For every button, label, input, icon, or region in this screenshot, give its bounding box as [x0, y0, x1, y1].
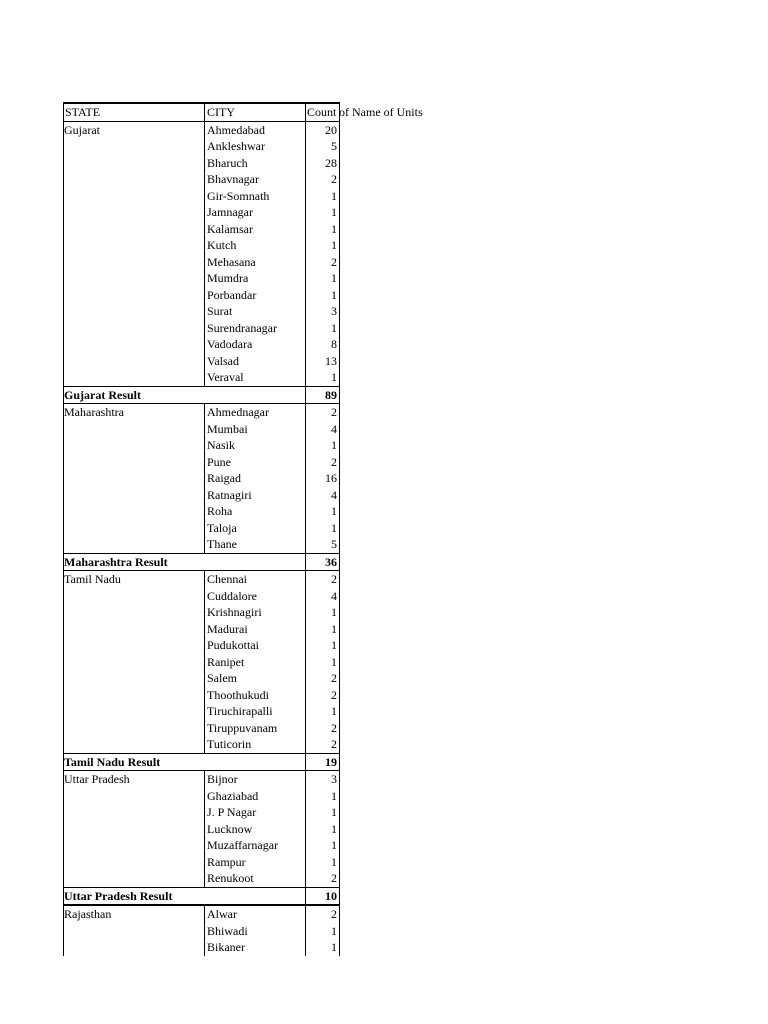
count-cell: 2 [305, 171, 340, 188]
table-body [63, 122, 340, 956]
city-cell: Salem [204, 670, 305, 687]
count-cell: 1 [305, 437, 340, 454]
city-cell: Kutch [204, 237, 305, 254]
state-cell [63, 454, 204, 471]
result-row [63, 887, 340, 907]
table-row [63, 303, 340, 320]
state-cell [63, 204, 204, 221]
pivot-table [63, 102, 423, 956]
city-cell: Surat [204, 303, 305, 320]
count-cell: 5 [305, 138, 340, 155]
table-row [63, 670, 340, 687]
city-cell: Surendranagar [204, 320, 305, 337]
table-row [63, 204, 340, 221]
table-row [63, 454, 340, 471]
city-cell: Rampur [204, 854, 305, 871]
table-row [63, 254, 340, 271]
count-cell: 1 [305, 821, 340, 838]
table-row [63, 369, 340, 386]
city-cell: J. P Nagar [204, 804, 305, 821]
count-cell: 2 [305, 571, 340, 588]
count-cell: 1 [305, 503, 340, 520]
state-cell [63, 270, 204, 287]
table-row [63, 520, 340, 537]
result-spacer [204, 754, 305, 771]
count-cell: 4 [305, 588, 340, 605]
table-row [63, 720, 340, 737]
city-cell: Krishnagiri [204, 604, 305, 621]
city-cell: Bhiwadi [204, 923, 305, 940]
table-row [63, 939, 340, 956]
city-cell: Pune [204, 454, 305, 471]
table-row [63, 421, 340, 438]
state-cell [63, 821, 204, 838]
state-cell [63, 503, 204, 520]
city-cell: Mumdra [204, 270, 305, 287]
count-cell: 1 [305, 654, 340, 671]
table-row [63, 837, 340, 854]
table-row [63, 237, 340, 254]
count-cell: 2 [305, 687, 340, 704]
count-cell: 3 [305, 303, 340, 320]
table-row [63, 854, 340, 871]
count-cell: 1 [305, 854, 340, 871]
result-label: Gujarat Result [64, 387, 141, 402]
state-cell [63, 336, 204, 353]
count-cell: 13 [305, 353, 340, 370]
city-cell: Taloja [204, 520, 305, 537]
table-row [63, 687, 340, 704]
city-cell: Madurai [204, 621, 305, 638]
city-cell: Mehasana [204, 254, 305, 271]
city-cell: Raigad [204, 470, 305, 487]
table-row [63, 320, 340, 337]
count-cell: 1 [305, 204, 340, 221]
city-cell: Bhavnagar [204, 171, 305, 188]
count-cell: 1 [305, 287, 340, 304]
table-row [63, 604, 340, 621]
count-cell: 2 [305, 254, 340, 271]
city-cell: Mumbai [204, 421, 305, 438]
count-cell: 1 [305, 923, 340, 940]
result-row [63, 553, 340, 572]
result-spacer [204, 387, 305, 404]
state-cell [63, 320, 204, 337]
city-cell: Tiruppuvanam [204, 720, 305, 737]
city-cell: Vadodara [204, 336, 305, 353]
result-value: 89 [305, 387, 340, 404]
city-cell: Nasik [204, 437, 305, 454]
header-city: CITY [204, 104, 305, 121]
header-count: Count [305, 104, 340, 121]
table-row [63, 736, 340, 753]
table-row [63, 923, 340, 940]
table-row [63, 138, 340, 155]
count-cell: 5 [305, 536, 340, 553]
table-row [63, 270, 340, 287]
table-row [63, 536, 340, 553]
state-cell [63, 188, 204, 205]
city-cell: Cuddalore [204, 588, 305, 605]
count-cell: 2 [305, 670, 340, 687]
state-cell [63, 687, 204, 704]
count-cell: 1 [305, 520, 340, 537]
table-row [63, 870, 340, 887]
table-row [63, 654, 340, 671]
table-row [63, 788, 340, 805]
city-cell: Bikaner [204, 939, 305, 956]
city-cell: Veraval [204, 369, 305, 386]
city-cell: Thane [204, 536, 305, 553]
count-cell: 2 [305, 736, 340, 753]
state-cell [63, 221, 204, 238]
table-row [63, 188, 340, 205]
result-label: Tamil Nadu Result [64, 754, 161, 769]
count-cell: 4 [305, 421, 340, 438]
count-cell: 28 [305, 155, 340, 172]
state-cell [63, 437, 204, 454]
count-cell: 1 [305, 621, 340, 638]
table-row [63, 221, 340, 238]
count-cell: 4 [305, 487, 340, 504]
state-cell [63, 637, 204, 654]
city-cell: Muzaffarnagar [204, 837, 305, 854]
table-row [63, 703, 340, 720]
count-cell: 2 [305, 906, 340, 923]
count-cell: 1 [305, 604, 340, 621]
state-cell [63, 870, 204, 887]
result-value: 19 [305, 754, 340, 771]
left-border [63, 102, 64, 956]
header-count-overflow: of Name of Units [339, 105, 423, 119]
state-cell [63, 804, 204, 821]
state-cell: Rajasthan [64, 907, 112, 921]
city-cell: Ratnagiri [204, 487, 305, 504]
city-cell: Jamnagar [204, 204, 305, 221]
state-cell [63, 604, 204, 621]
state-cell [63, 621, 204, 638]
count-cell: 2 [305, 454, 340, 471]
count-cell: 1 [305, 270, 340, 287]
count-cell: 8 [305, 336, 340, 353]
state-cell [63, 837, 204, 854]
count-cell: 2 [305, 870, 340, 887]
result-label: Uttar Pradesh Result [64, 888, 173, 903]
table-row [63, 621, 340, 638]
state-cell [63, 703, 204, 720]
table-row [63, 771, 340, 788]
count-cell: 3 [305, 771, 340, 788]
city-cell: Ahmedabad [204, 122, 305, 139]
state-cell [63, 421, 204, 438]
table-row [63, 171, 340, 188]
state-cell [63, 287, 204, 304]
city-cell: Tuticorin [204, 736, 305, 753]
count-cell: 1 [305, 221, 340, 238]
state-cell [63, 536, 204, 553]
state-cell: Uttar Pradesh [64, 772, 130, 786]
state-cell: Gujarat [64, 122, 100, 137]
state-cell: Maharashtra [64, 405, 124, 419]
table-row [63, 487, 340, 504]
header-state: STATE [63, 104, 204, 121]
count-cell: 1 [305, 703, 340, 720]
table-row [63, 503, 340, 520]
table-row [63, 571, 340, 588]
count-cell: 1 [305, 188, 340, 205]
header-row [63, 102, 423, 122]
city-cell: Gir-Somnath [204, 188, 305, 205]
table-row [63, 637, 340, 654]
table-row [63, 122, 340, 139]
city-cell: Tiruchirapalli [204, 703, 305, 720]
count-cell: 1 [305, 939, 340, 956]
state-cell [63, 788, 204, 805]
table-row [63, 906, 340, 923]
result-value: 36 [305, 554, 340, 571]
count-cell: 2 [305, 720, 340, 737]
city-cell: Roha [204, 503, 305, 520]
state-cell [63, 171, 204, 188]
state-cell [63, 588, 204, 605]
table-row [63, 287, 340, 304]
table-row [63, 155, 340, 172]
count-cell: 1 [305, 837, 340, 854]
result-spacer [204, 554, 305, 571]
city-cell: Lucknow [204, 821, 305, 838]
state-cell [63, 854, 204, 871]
count-cell: 2 [305, 404, 340, 421]
state-cell [63, 303, 204, 320]
city-cell: Alwar [204, 906, 305, 923]
city-cell: Ankleshwar [204, 138, 305, 155]
city-cell: Porbandar [204, 287, 305, 304]
state-cell [63, 138, 204, 155]
table-row [63, 804, 340, 821]
city-cell: Kalamsar [204, 221, 305, 238]
city-cell: Valsad [204, 353, 305, 370]
table-row [63, 336, 340, 353]
state-cell [63, 369, 204, 386]
table-row [63, 353, 340, 370]
state-cell [63, 155, 204, 172]
table-row [63, 470, 340, 487]
table-row [63, 821, 340, 838]
result-row [63, 386, 340, 405]
result-spacer [204, 888, 305, 905]
table-row [63, 588, 340, 605]
city-cell: Chennai [204, 571, 305, 588]
count-cell: 1 [305, 637, 340, 654]
city-cell: Ghaziabad [204, 788, 305, 805]
city-cell: Bharuch [204, 155, 305, 172]
state-cell: Tamil Nadu [64, 572, 121, 586]
table-row [63, 404, 340, 421]
state-cell [63, 487, 204, 504]
city-cell: Ranipet [204, 654, 305, 671]
city-cell: Bijnor [204, 771, 305, 788]
result-label: Maharashtra Result [64, 554, 168, 569]
count-cell: 16 [305, 470, 340, 487]
state-cell [63, 520, 204, 537]
result-row [63, 753, 340, 772]
state-cell [63, 923, 204, 940]
city-cell: Pudukottai [204, 637, 305, 654]
count-cell: 20 [305, 122, 340, 139]
table-row [63, 437, 340, 454]
state-cell [63, 736, 204, 753]
count-cell: 1 [305, 788, 340, 805]
state-cell [63, 470, 204, 487]
state-cell [63, 939, 204, 956]
state-cell [63, 670, 204, 687]
count-cell: 1 [305, 369, 340, 386]
state-cell [63, 720, 204, 737]
state-cell [63, 353, 204, 370]
count-cell: 1 [305, 237, 340, 254]
state-cell [63, 254, 204, 271]
state-cell [63, 237, 204, 254]
result-value: 10 [305, 888, 340, 905]
city-cell: Renukoot [204, 870, 305, 887]
count-cell: 1 [305, 804, 340, 821]
state-cell [63, 654, 204, 671]
city-cell: Ahmednagar [204, 404, 305, 421]
city-cell: Thoothukudi [204, 687, 305, 704]
count-cell: 1 [305, 320, 340, 337]
